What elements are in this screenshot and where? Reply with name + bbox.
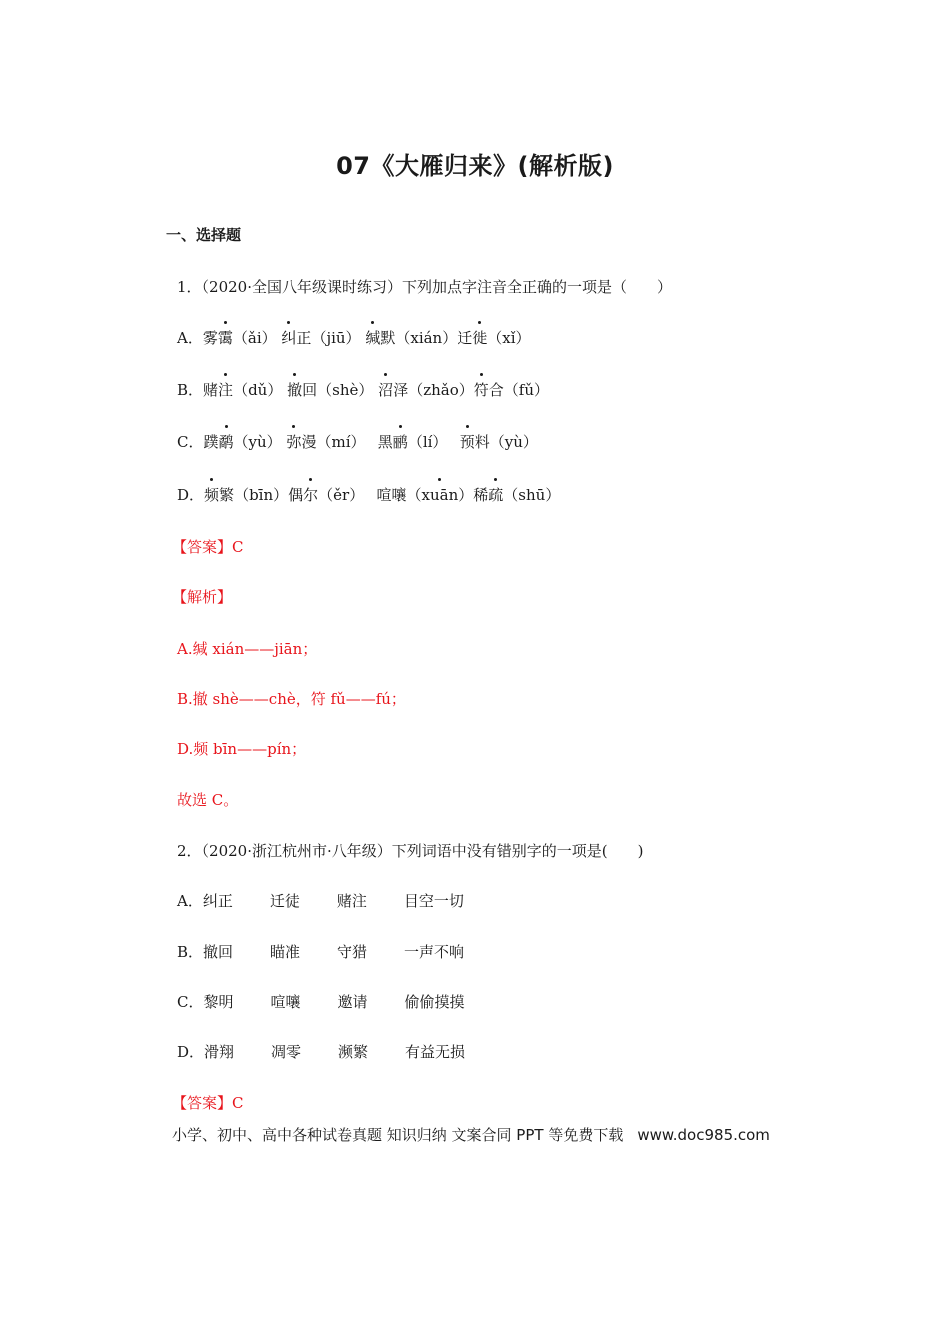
answer-tag: 【答案】	[172, 1094, 233, 1112]
q1-option-c: C．蹼鹬（yù） 弥漫（mí） 黑鹂（lí） 预料（yù）	[177, 433, 538, 451]
q1-answer	[172, 536, 244, 557]
q1-option-b: B．赌注（dǔ） 撤回（shè） 沼泽（zhǎo）符合（fǔ）	[177, 381, 549, 399]
emphasis-dot-char: 沼	[378, 381, 394, 399]
emphasis-dot-char: 鹬	[218, 433, 234, 451]
question-2-stem: 2．（2020·浙江杭州市·八年级）下列词语中没有错别字的一项是( )	[177, 842, 644, 860]
q1-analysis-line: B.撤 shè——chè，符 fǔ——fú；	[177, 690, 406, 708]
answer-value: C	[232, 538, 244, 556]
emphasis-dot-char: 符	[473, 381, 489, 399]
q1-analysis-tag: 【解析】	[172, 588, 233, 606]
q1-conclusion: 故选 C。	[177, 791, 239, 809]
q1-option-d: D．频繁（bīn）偶尔（ěr） 喧嚷（xuān）稀疏（shū）	[177, 486, 561, 504]
emphasis-dot-char: 疏	[488, 486, 504, 504]
answer-tag: 【答案】	[172, 538, 233, 556]
q2-option-a: A．纠正 迁徒 赌注 目空一切	[177, 892, 464, 910]
question-1-stem: 1．（2020·全国八年级课时练习）下列加点字注音全正确的一项是（ ）	[177, 278, 672, 296]
section-heading: 一、选择题	[166, 226, 242, 244]
emphasis-dot-char: 弥	[286, 433, 302, 451]
emphasis-dot-char: 注	[218, 381, 234, 399]
q2-answer	[172, 1092, 244, 1113]
emphasis-dot-char: （xuān）	[406, 486, 474, 504]
q1-analysis-line: D.频 bīn——pín；	[177, 740, 307, 758]
emphasis-dot-char: 撤	[287, 381, 303, 399]
emphasis-dot-char: 霭	[217, 329, 233, 347]
answer-value: C	[232, 1094, 244, 1112]
footer-url-link[interactable]: www.doc985.com	[637, 1126, 770, 1144]
emphasis-dot-char: 鹂	[392, 433, 408, 451]
emphasis-dot-char: 纠	[281, 329, 297, 347]
q2-option-c: C．黎明 喧嚷 邀请 偷偷摸摸	[177, 993, 465, 1011]
q1-option-a: A．雾霭（ǎi） 纠正（jiū） 缄默（xián）迁徙（xǐ）	[177, 329, 531, 347]
emphasis-dot-char: 频	[204, 486, 220, 504]
footer-text: 小学、初中、高中各种试卷真题 知识归纳 文案合同 PPT 等免费下载	[172, 1126, 624, 1144]
q2-option-b: B．撤回 瞄准 守猎 一声不响	[177, 943, 465, 961]
emphasis-dot-char: 缄	[365, 329, 381, 347]
q1-analysis-line: A.缄 xián——jiān；	[177, 640, 318, 658]
q2-option-d: D．滑翔 凋零 濒繁 有益无损	[177, 1043, 466, 1061]
page-title: 07《大雁归来》(解析版)	[336, 152, 614, 180]
emphasis-dot-char: 尔	[303, 486, 319, 504]
emphasis-dot-char: 徙	[472, 329, 488, 347]
emphasis-dot-char: 预	[459, 433, 475, 451]
footer-banner	[172, 1124, 770, 1145]
